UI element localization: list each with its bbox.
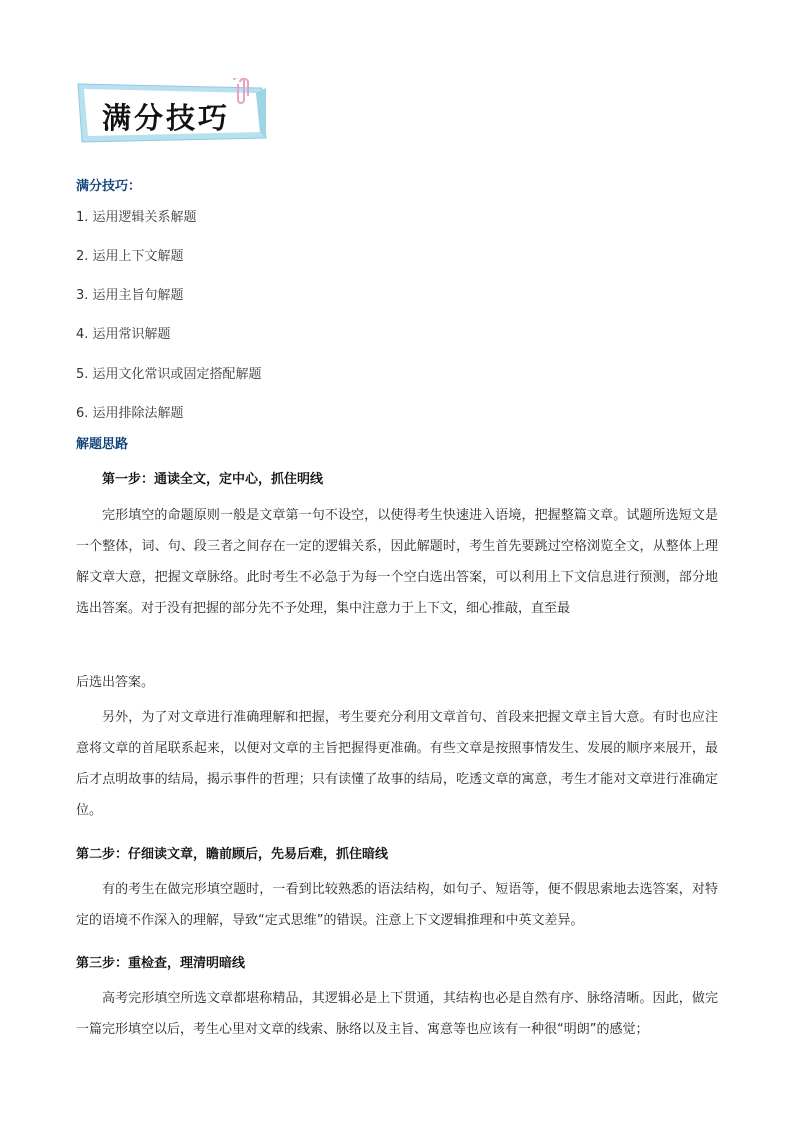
tip-item: 2. 运用上下文解题 <box>76 249 184 264</box>
banner-title: 满分技巧 <box>102 101 231 135</box>
step2-paragraph: 有的考生在做完形填空题时，一看到比较熟悉的语法结构，如句子、短语等，便不假思索地去选答案，对特定的语境不作深入的理解，导致“定式思维”的错误。注意上下文逻辑推理和中英文差异。 <box>76 882 718 928</box>
step1-paragraph-2: 另外，为了对文章进行准确理解和把握，考生要充分利用文章首句、首段来把握文章主旨大意。有时也应注意将文章的首尾联系起来，以便对文章的主旨把握得更准确。有些文章是按照事情发生、发展的顺序来展开，最后才点明故事的结局，揭示事件的哲理；只有读懂了故事的结局，吃透文章的寓意，考生才能对文章进行准确定位。 <box>76 710 718 818</box>
tip-item: 1. 运用逻辑关系解题 <box>76 210 197 225</box>
tip-item: 4. 运用常识解题 <box>76 327 171 342</box>
step3-paragraph: 高考完形填空所选文章都堪称精品，其逻辑必是上下贯通，其结构也必是自然有序、脉络清晰。因此，做完一篇完形填空以后，考生心里对文章的线索、脉络以及主旨、寓意等也应该有一种很“明朗”的感觉； <box>76 991 718 1037</box>
tip-item: 6. 运用排除法解题 <box>76 406 184 421</box>
tip-item: 3. 运用主旨句解题 <box>76 288 184 303</box>
tip-item: 5. 运用文化常识或固定搭配解题 <box>76 367 262 382</box>
step3-title: 第三步：重检查，理清明暗线 <box>76 956 246 971</box>
step1-paragraph: 完形填空的命题原则一般是文章第一句不设空，以使得考生快速进入语境，把握整篇文章。试题所选短文是一个整体，词、句、段三者之间存在一定的逻辑关系，因此解题时，考生首先要跳过空格浏览全文，从整体上理解文章大意，把握文章脉络。此时考生不必急于为每一个空白选出答案，可以利用上下文信息进行预测，部分地选出答案。对于没有把握的部分先不予处理，集中注意力于上下文，细心推敲，直至最 <box>76 508 718 616</box>
tips-heading: 满分技巧： <box>76 179 142 194</box>
step2-title: 第二步：仔细读文章，瞻前顾后，先易后难，抓住暗线 <box>76 847 389 862</box>
approach-heading: 解题思路 <box>76 437 129 452</box>
step1-paragraph-end: 后选出答案。 <box>76 675 155 690</box>
step1-title: 第一步：通读全文，定中心，抓住明线 <box>102 472 324 487</box>
